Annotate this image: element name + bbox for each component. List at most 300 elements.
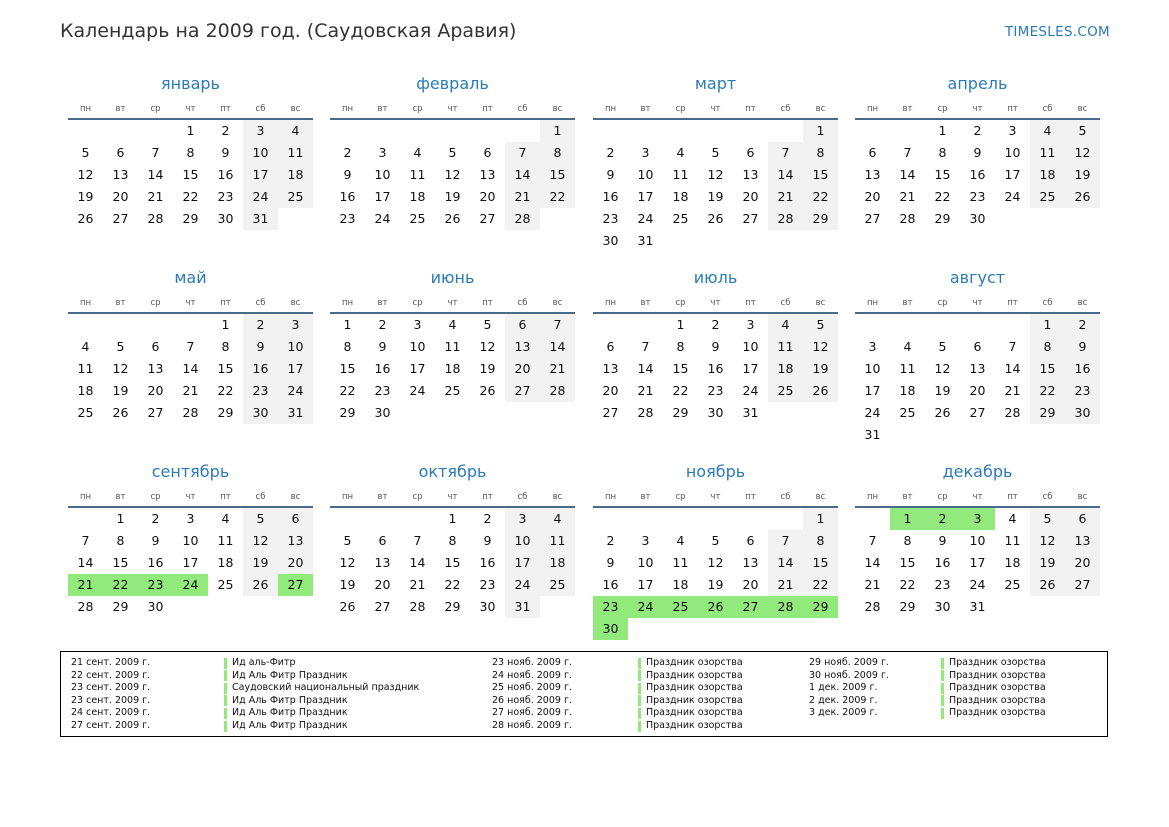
day-cell[interactable]: 19 <box>934 383 951 398</box>
day-cell[interactable]: 21 <box>147 189 164 204</box>
day-cell[interactable]: 29 <box>803 596 838 618</box>
day-cell[interactable]: 7 <box>768 142 803 164</box>
day-cell[interactable]: 3 <box>1008 123 1017 138</box>
day-cell[interactable]: 29 <box>1030 402 1065 424</box>
day-cell[interactable]: 14 <box>637 361 654 376</box>
day-cell[interactable]: 8 <box>343 339 352 354</box>
day-cell[interactable]: 4 <box>768 314 803 336</box>
day-cell[interactable]: 9 <box>243 336 278 358</box>
day-cell[interactable]: 4 <box>676 533 685 548</box>
day-cell[interactable]: 31 <box>969 599 986 614</box>
day-cell[interactable]: 15 <box>540 164 575 186</box>
day-cell[interactable]: 11 <box>540 530 575 552</box>
day-cell[interactable]: 11 <box>672 167 689 182</box>
day-cell[interactable]: 22 <box>182 189 199 204</box>
day-cell[interactable]: 23 <box>374 383 391 398</box>
day-cell[interactable]: 29 <box>182 211 199 226</box>
day-cell[interactable]: 29 <box>217 405 234 420</box>
day-cell[interactable]: 11 <box>278 142 313 164</box>
day-cell[interactable]: 13 <box>1065 530 1100 552</box>
day-cell[interactable]: 9 <box>343 167 352 182</box>
day-cell[interactable]: 12 <box>803 336 838 358</box>
day-cell[interactable]: 30 <box>707 405 724 420</box>
day-cell[interactable]: 13 <box>864 167 881 182</box>
day-cell[interactable]: 17 <box>1004 167 1021 182</box>
day-cell[interactable]: 12 <box>339 555 356 570</box>
day-cell[interactable]: 21 <box>864 577 881 592</box>
day-cell[interactable]: 24 <box>628 596 663 618</box>
day-cell[interactable]: 8 <box>221 339 230 354</box>
day-cell[interactable]: 18 <box>1030 164 1065 186</box>
day-cell[interactable]: 8 <box>448 533 457 548</box>
day-cell[interactable]: 15 <box>672 361 689 376</box>
day-cell[interactable]: 11 <box>409 167 426 182</box>
day-cell[interactable]: 12 <box>77 167 94 182</box>
day-cell[interactable]: 27 <box>733 596 768 618</box>
day-cell[interactable]: 20 <box>505 358 540 380</box>
day-cell[interactable]: 19 <box>444 189 461 204</box>
day-cell[interactable]: 16 <box>1065 358 1100 380</box>
day-cell[interactable]: 3 <box>378 145 387 160</box>
day-cell[interactable]: 8 <box>903 533 912 548</box>
day-cell[interactable]: 17 <box>742 361 759 376</box>
day-cell[interactable]: 7 <box>641 339 650 354</box>
day-cell[interactable]: 29 <box>899 599 916 614</box>
day-cell[interactable]: 25 <box>409 211 426 226</box>
day-cell[interactable]: 8 <box>803 530 838 552</box>
day-cell[interactable]: 19 <box>112 383 129 398</box>
day-cell[interactable]: 1 <box>803 120 838 142</box>
day-cell[interactable]: 9 <box>711 339 720 354</box>
day-cell[interactable]: 6 <box>378 533 387 548</box>
day-cell[interactable]: 26 <box>112 405 129 420</box>
day-cell[interactable]: 1 <box>890 508 925 530</box>
day-cell[interactable]: 19 <box>707 577 724 592</box>
day-cell[interactable]: 23 <box>138 574 173 596</box>
day-cell[interactable]: 13 <box>147 361 164 376</box>
day-cell[interactable]: 17 <box>864 383 881 398</box>
day-cell[interactable]: 28 <box>409 599 426 614</box>
day-cell[interactable]: 19 <box>77 189 94 204</box>
day-cell[interactable]: 15 <box>899 555 916 570</box>
day-cell[interactable]: 22 <box>339 383 356 398</box>
day-cell[interactable]: 30 <box>217 211 234 226</box>
day-cell[interactable]: 4 <box>1008 511 1017 526</box>
day-cell[interactable]: 18 <box>1004 555 1021 570</box>
day-cell[interactable]: 9 <box>1065 336 1100 358</box>
day-cell[interactable]: 4 <box>903 339 912 354</box>
day-cell[interactable]: 7 <box>540 314 575 336</box>
day-cell[interactable]: 24 <box>243 186 278 208</box>
day-cell[interactable]: 13 <box>479 167 496 182</box>
day-cell[interactable]: 26 <box>1065 186 1100 208</box>
day-cell[interactable]: 5 <box>343 533 352 548</box>
day-cell[interactable]: 27 <box>479 211 496 226</box>
day-cell[interactable]: 2 <box>243 314 278 336</box>
day-cell[interactable]: 8 <box>540 142 575 164</box>
day-cell[interactable]: 31 <box>278 402 313 424</box>
day-cell[interactable]: 21 <box>68 574 103 596</box>
day-cell[interactable]: 31 <box>637 233 654 248</box>
day-cell[interactable]: 6 <box>868 145 877 160</box>
day-cell[interactable]: 3 <box>505 508 540 530</box>
day-cell[interactable]: 2 <box>973 123 982 138</box>
day-cell[interactable]: 22 <box>899 577 916 592</box>
day-cell[interactable]: 25 <box>217 577 234 592</box>
day-cell[interactable]: 5 <box>448 145 457 160</box>
day-cell[interactable]: 1 <box>676 317 685 332</box>
day-cell[interactable]: 9 <box>483 533 492 548</box>
day-cell[interactable]: 3 <box>413 317 422 332</box>
day-cell[interactable]: 6 <box>746 533 755 548</box>
day-cell[interactable]: 26 <box>479 383 496 398</box>
day-cell[interactable]: 28 <box>505 208 540 230</box>
day-cell[interactable]: 3 <box>186 511 195 526</box>
day-cell[interactable]: 5 <box>243 508 278 530</box>
day-cell[interactable]: 22 <box>1030 380 1065 402</box>
day-cell[interactable]: 22 <box>803 186 838 208</box>
day-cell[interactable]: 13 <box>505 336 540 358</box>
day-cell[interactable]: 2 <box>343 145 352 160</box>
day-cell[interactable]: 27 <box>505 380 540 402</box>
day-cell[interactable]: 26 <box>339 599 356 614</box>
day-cell[interactable]: 9 <box>606 555 615 570</box>
day-cell[interactable]: 12 <box>479 339 496 354</box>
day-cell[interactable]: 25 <box>672 211 689 226</box>
day-cell[interactable]: 10 <box>409 339 426 354</box>
day-cell[interactable]: 13 <box>278 530 313 552</box>
day-cell[interactable]: 14 <box>182 361 199 376</box>
day-cell[interactable]: 2 <box>606 145 615 160</box>
day-cell[interactable]: 8 <box>676 339 685 354</box>
day-cell[interactable]: 16 <box>217 167 234 182</box>
day-cell[interactable]: 30 <box>243 402 278 424</box>
day-cell[interactable]: 9 <box>378 339 387 354</box>
day-cell[interactable]: 5 <box>116 339 125 354</box>
day-cell[interactable]: 19 <box>803 358 838 380</box>
day-cell[interactable]: 23 <box>479 577 496 592</box>
day-cell[interactable]: 20 <box>374 577 391 592</box>
day-cell[interactable]: 7 <box>81 533 90 548</box>
day-cell[interactable]: 13 <box>742 167 759 182</box>
day-cell[interactable]: 11 <box>1004 533 1021 548</box>
day-cell[interactable]: 18 <box>217 555 234 570</box>
day-cell[interactable]: 10 <box>864 361 881 376</box>
day-cell[interactable]: 4 <box>1030 120 1065 142</box>
day-cell[interactable]: 28 <box>147 211 164 226</box>
day-cell[interactable]: 25 <box>77 405 94 420</box>
day-cell[interactable]: 11 <box>1030 142 1065 164</box>
day-cell[interactable]: 6 <box>746 145 755 160</box>
day-cell[interactable]: 25 <box>278 186 313 208</box>
day-cell[interactable]: 6 <box>505 314 540 336</box>
day-cell[interactable]: 9 <box>151 533 160 548</box>
day-cell[interactable]: 14 <box>540 336 575 358</box>
day-cell[interactable]: 28 <box>182 405 199 420</box>
day-cell[interactable]: 16 <box>602 577 619 592</box>
day-cell[interactable]: 30 <box>934 599 951 614</box>
day-cell[interactable]: 2 <box>483 511 492 526</box>
day-cell[interactable]: 19 <box>1030 552 1065 574</box>
day-cell[interactable]: 19 <box>339 577 356 592</box>
day-cell[interactable]: 14 <box>505 164 540 186</box>
day-cell[interactable]: 23 <box>339 211 356 226</box>
day-cell[interactable]: 17 <box>637 577 654 592</box>
day-cell[interactable]: 20 <box>742 189 759 204</box>
day-cell[interactable]: 12 <box>1065 142 1100 164</box>
day-cell[interactable]: 16 <box>374 361 391 376</box>
day-cell[interactable]: 20 <box>112 189 129 204</box>
day-cell[interactable]: 28 <box>637 405 654 420</box>
day-cell[interactable]: 27 <box>864 211 881 226</box>
day-cell[interactable]: 6 <box>606 339 615 354</box>
day-cell[interactable]: 16 <box>969 167 986 182</box>
day-cell[interactable]: 2 <box>221 123 230 138</box>
day-cell[interactable]: 19 <box>1065 164 1100 186</box>
day-cell[interactable]: 4 <box>278 120 313 142</box>
day-cell[interactable]: 23 <box>707 383 724 398</box>
day-cell[interactable]: 10 <box>182 533 199 548</box>
day-cell[interactable]: 6 <box>483 145 492 160</box>
day-cell[interactable]: 23 <box>593 596 628 618</box>
day-cell[interactable]: 20 <box>969 383 986 398</box>
day-cell[interactable]: 16 <box>479 555 496 570</box>
day-cell[interactable]: 25 <box>1030 186 1065 208</box>
day-cell[interactable]: 20 <box>479 189 496 204</box>
day-cell[interactable]: 15 <box>934 167 951 182</box>
day-cell[interactable]: 23 <box>1065 380 1100 402</box>
day-cell[interactable]: 24 <box>409 383 426 398</box>
day-cell[interactable]: 13 <box>374 555 391 570</box>
day-cell[interactable]: 11 <box>77 361 94 376</box>
day-cell[interactable]: 9 <box>221 145 230 160</box>
day-cell[interactable]: 11 <box>899 361 916 376</box>
day-cell[interactable]: 11 <box>217 533 234 548</box>
day-cell[interactable]: 3 <box>641 145 650 160</box>
day-cell[interactable]: 2 <box>1065 314 1100 336</box>
day-cell[interactable]: 2 <box>378 317 387 332</box>
day-cell[interactable]: 10 <box>637 555 654 570</box>
day-cell[interactable]: 5 <box>711 533 720 548</box>
day-cell[interactable]: 26 <box>707 211 724 226</box>
day-cell[interactable]: 17 <box>409 361 426 376</box>
day-cell[interactable]: 15 <box>803 164 838 186</box>
day-cell[interactable]: 3 <box>868 339 877 354</box>
day-cell[interactable]: 20 <box>864 189 881 204</box>
day-cell[interactable]: 28 <box>864 599 881 614</box>
day-cell[interactable]: 22 <box>217 383 234 398</box>
day-cell[interactable]: 11 <box>672 555 689 570</box>
day-cell[interactable]: 25 <box>540 574 575 596</box>
day-cell[interactable]: 29 <box>672 405 689 420</box>
day-cell[interactable]: 5 <box>483 317 492 332</box>
day-cell[interactable]: 29 <box>339 405 356 420</box>
day-cell[interactable]: 4 <box>221 511 230 526</box>
day-cell[interactable]: 4 <box>413 145 422 160</box>
day-cell[interactable]: 1 <box>116 511 125 526</box>
day-cell[interactable]: 26 <box>77 211 94 226</box>
day-cell[interactable]: 31 <box>864 427 881 442</box>
day-cell[interactable]: 21 <box>768 186 803 208</box>
day-cell[interactable]: 10 <box>742 339 759 354</box>
day-cell[interactable]: 13 <box>742 555 759 570</box>
day-cell[interactable]: 16 <box>243 358 278 380</box>
day-cell[interactable]: 22 <box>672 383 689 398</box>
day-cell[interactable]: 20 <box>278 552 313 574</box>
day-cell[interactable]: 22 <box>540 186 575 208</box>
day-cell[interactable]: 7 <box>186 339 195 354</box>
day-cell[interactable]: 24 <box>374 211 391 226</box>
day-cell[interactable]: 21 <box>409 577 426 592</box>
day-cell[interactable]: 30 <box>593 618 628 640</box>
day-cell[interactable]: 13 <box>969 361 986 376</box>
day-cell[interactable]: 22 <box>444 577 461 592</box>
day-cell[interactable]: 18 <box>409 189 426 204</box>
day-cell[interactable]: 7 <box>903 145 912 160</box>
day-cell[interactable]: 14 <box>899 167 916 182</box>
day-cell[interactable]: 27 <box>969 405 986 420</box>
day-cell[interactable]: 1 <box>1030 314 1065 336</box>
day-cell[interactable]: 1 <box>343 317 352 332</box>
day-cell[interactable]: 31 <box>742 405 759 420</box>
day-cell[interactable]: 5 <box>1030 508 1065 530</box>
day-cell[interactable]: 21 <box>540 358 575 380</box>
day-cell[interactable]: 3 <box>960 508 995 530</box>
day-cell[interactable]: 15 <box>444 555 461 570</box>
day-cell[interactable]: 26 <box>1030 574 1065 596</box>
day-cell[interactable]: 1 <box>803 508 838 530</box>
day-cell[interactable]: 8 <box>1030 336 1065 358</box>
day-cell[interactable]: 30 <box>969 211 986 226</box>
day-cell[interactable]: 4 <box>540 508 575 530</box>
day-cell[interactable]: 28 <box>1004 405 1021 420</box>
day-cell[interactable]: 12 <box>1030 530 1065 552</box>
day-cell[interactable]: 13 <box>602 361 619 376</box>
day-cell[interactable]: 23 <box>217 189 234 204</box>
day-cell[interactable]: 14 <box>147 167 164 182</box>
day-cell[interactable]: 19 <box>479 361 496 376</box>
day-cell[interactable]: 14 <box>768 552 803 574</box>
day-cell[interactable]: 10 <box>637 167 654 182</box>
day-cell[interactable]: 29 <box>112 599 129 614</box>
day-cell[interactable]: 10 <box>374 167 391 182</box>
day-cell[interactable]: 7 <box>768 530 803 552</box>
day-cell[interactable]: 2 <box>151 511 160 526</box>
day-cell[interactable]: 25 <box>768 380 803 402</box>
day-cell[interactable]: 9 <box>973 145 982 160</box>
day-cell[interactable]: 17 <box>182 555 199 570</box>
day-cell[interactable]: 25 <box>899 405 916 420</box>
day-cell[interactable]: 27 <box>1065 574 1100 596</box>
day-cell[interactable]: 25 <box>444 383 461 398</box>
day-cell[interactable]: 7 <box>1008 339 1017 354</box>
day-cell[interactable]: 4 <box>676 145 685 160</box>
day-cell[interactable]: 25 <box>1004 577 1021 592</box>
day-cell[interactable]: 21 <box>637 383 654 398</box>
day-cell[interactable]: 30 <box>147 599 164 614</box>
day-cell[interactable]: 1 <box>221 317 230 332</box>
day-cell[interactable]: 21 <box>768 574 803 596</box>
day-cell[interactable]: 1 <box>540 120 575 142</box>
day-cell[interactable]: 15 <box>803 552 838 574</box>
day-cell[interactable]: 5 <box>81 145 90 160</box>
day-cell[interactable]: 15 <box>1030 358 1065 380</box>
day-cell[interactable]: 14 <box>864 555 881 570</box>
day-cell[interactable]: 15 <box>217 361 234 376</box>
day-cell[interactable]: 23 <box>934 577 951 592</box>
day-cell[interactable]: 5 <box>803 314 838 336</box>
day-cell[interactable]: 22 <box>803 574 838 596</box>
day-cell[interactable]: 10 <box>243 142 278 164</box>
day-cell[interactable]: 26 <box>243 574 278 596</box>
day-cell[interactable]: 5 <box>1065 120 1100 142</box>
day-cell[interactable]: 1 <box>186 123 195 138</box>
day-cell[interactable]: 12 <box>934 361 951 376</box>
day-cell[interactable]: 6 <box>151 339 160 354</box>
day-cell[interactable]: 10 <box>1004 145 1021 160</box>
day-cell[interactable]: 28 <box>768 596 803 618</box>
day-cell[interactable]: 12 <box>112 361 129 376</box>
day-cell[interactable]: 29 <box>934 211 951 226</box>
day-cell[interactable]: 29 <box>803 208 838 230</box>
day-cell[interactable]: 7 <box>505 142 540 164</box>
day-cell[interactable]: 1 <box>448 511 457 526</box>
day-cell[interactable]: 28 <box>768 208 803 230</box>
day-cell[interactable]: 16 <box>602 189 619 204</box>
day-cell[interactable]: 17 <box>374 189 391 204</box>
day-cell[interactable]: 2 <box>925 508 960 530</box>
day-cell[interactable]: 24 <box>278 380 313 402</box>
day-cell[interactable]: 14 <box>409 555 426 570</box>
day-cell[interactable]: 15 <box>182 167 199 182</box>
day-cell[interactable]: 18 <box>278 164 313 186</box>
day-cell[interactable]: 20 <box>147 383 164 398</box>
day-cell[interactable]: 11 <box>768 336 803 358</box>
day-cell[interactable]: 4 <box>81 339 90 354</box>
day-cell[interactable]: 19 <box>243 552 278 574</box>
day-cell[interactable]: 30 <box>1065 402 1100 424</box>
day-cell[interactable]: 16 <box>707 361 724 376</box>
day-cell[interactable]: 5 <box>938 339 947 354</box>
day-cell[interactable]: 3 <box>243 120 278 142</box>
day-cell[interactable]: 7 <box>868 533 877 548</box>
day-cell[interactable]: 16 <box>934 555 951 570</box>
day-cell[interactable]: 6 <box>1065 508 1100 530</box>
day-cell[interactable]: 2 <box>606 533 615 548</box>
day-cell[interactable]: 16 <box>339 189 356 204</box>
day-cell[interactable]: 17 <box>278 358 313 380</box>
day-cell[interactable]: 31 <box>505 596 540 618</box>
day-cell[interactable]: 24 <box>969 577 986 592</box>
day-cell[interactable]: 9 <box>938 533 947 548</box>
day-cell[interactable]: 7 <box>151 145 160 160</box>
day-cell[interactable]: 10 <box>969 533 986 548</box>
day-cell[interactable]: 21 <box>1004 383 1021 398</box>
day-cell[interactable]: 4 <box>448 317 457 332</box>
day-cell[interactable]: 31 <box>243 208 278 230</box>
day-cell[interactable]: 5 <box>711 145 720 160</box>
day-cell[interactable]: 12 <box>243 530 278 552</box>
day-cell[interactable]: 17 <box>243 164 278 186</box>
day-cell[interactable]: 24 <box>742 383 759 398</box>
day-cell[interactable]: 28 <box>899 211 916 226</box>
day-cell[interactable]: 20 <box>1065 552 1100 574</box>
day-cell[interactable]: 17 <box>637 189 654 204</box>
day-cell[interactable]: 27 <box>112 211 129 226</box>
day-cell[interactable]: 14 <box>768 164 803 186</box>
day-cell[interactable]: 14 <box>1004 361 1021 376</box>
day-cell[interactable]: 17 <box>969 555 986 570</box>
